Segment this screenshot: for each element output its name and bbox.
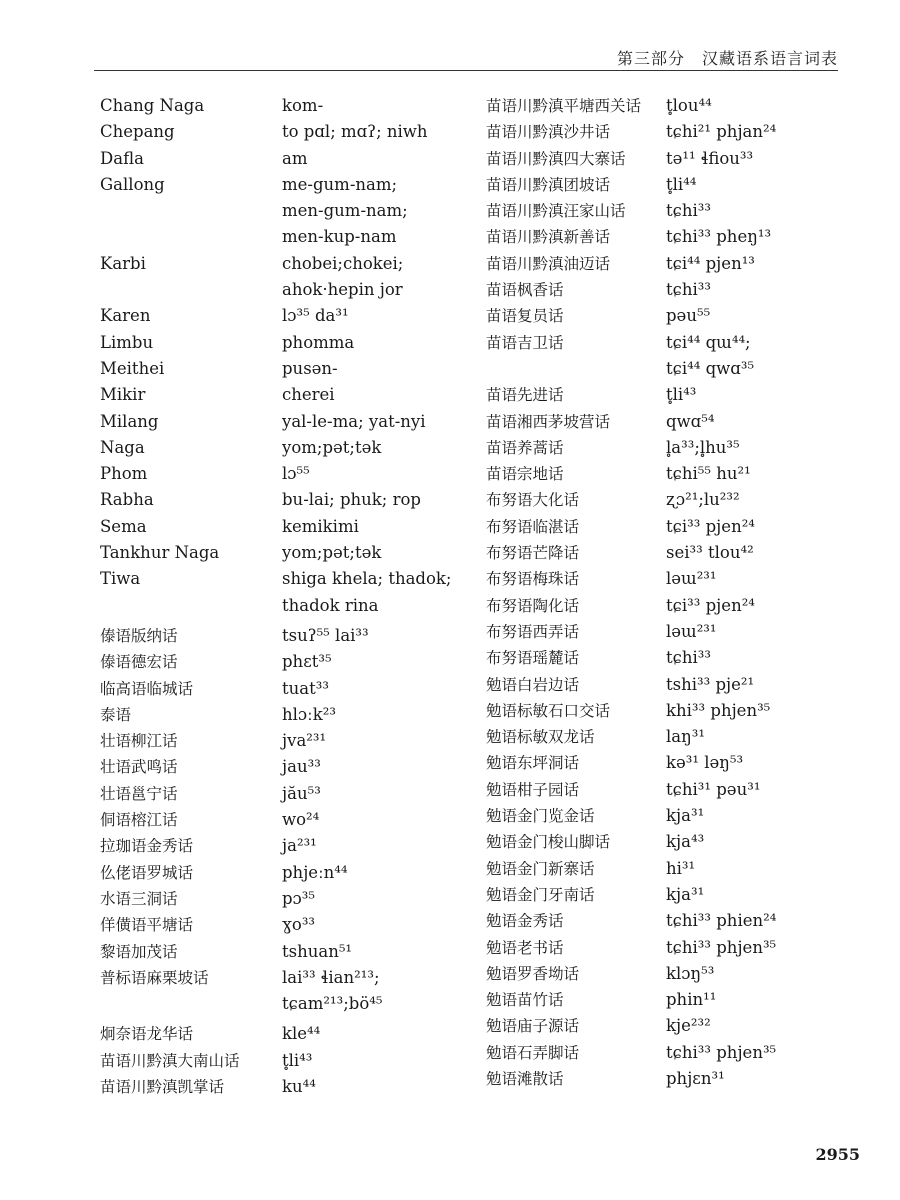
word-form: kja³¹	[666, 806, 705, 826]
word-form: klɔŋ⁵³	[666, 963, 715, 983]
word-form: ɣo³³	[282, 915, 316, 935]
entry-row	[100, 781, 470, 807]
page-number: 2955	[815, 1145, 860, 1164]
language-name: 临高语临城话	[100, 679, 194, 698]
entry-row	[100, 728, 470, 754]
language-name: 勉语滩散话	[486, 1069, 564, 1088]
word-form: ja²³¹	[282, 836, 317, 856]
word-form: men-kup-nam	[282, 227, 397, 247]
language-name: Karbi	[100, 253, 146, 273]
entry-row	[100, 754, 470, 780]
language-name: 普标语麻栗坡话	[100, 968, 209, 987]
entry-row	[486, 672, 876, 698]
language-name: 布努语瑶麓话	[486, 649, 580, 668]
language-name: 苗语川黔滇平塘西关话	[486, 97, 642, 115]
entry-row	[100, 593, 470, 619]
word-form: tuat³³	[282, 678, 329, 698]
left-column	[100, 93, 470, 1100]
language-name: 勉语东坪洞话	[486, 754, 580, 773]
language-name: 苗语宗地话	[486, 465, 564, 484]
entry-row	[100, 991, 470, 1017]
language-name	[100, 224, 282, 250]
language-name: 布努语陶化话	[486, 596, 580, 615]
word-form: tɕhi³³	[666, 280, 712, 300]
entry-row	[486, 356, 876, 382]
language-name: Tiwa	[100, 569, 141, 589]
word-form: tɕhi³³	[666, 201, 712, 221]
language-name: 仫佬语罗城话	[100, 863, 194, 882]
word-form: chobei;chokei;	[282, 253, 404, 273]
word-form: jau³³	[282, 757, 321, 777]
language-name	[486, 356, 666, 382]
entry-row	[100, 409, 470, 435]
language-name: Milang	[100, 411, 159, 431]
entry-row	[486, 803, 876, 829]
word-form: lɔ³⁵ da³¹	[282, 306, 349, 326]
language-name: 勉语金秀话	[486, 912, 564, 931]
entry-row	[486, 435, 876, 461]
word-form: tɕhi³³ phjen³⁵	[666, 1042, 777, 1062]
language-name: 苗语复员话	[486, 307, 564, 326]
entry-row	[486, 987, 876, 1013]
entry-row	[486, 566, 876, 592]
word-form: shiga khela; thadok;	[282, 569, 452, 589]
entry-row	[100, 251, 470, 277]
word-form: phjeːn⁴⁴	[282, 862, 348, 882]
entry-row	[486, 251, 876, 277]
entry-row	[486, 119, 876, 145]
entry-row	[100, 566, 470, 592]
language-name: 布努语西弄话	[486, 622, 580, 641]
word-form: tɕi³³ pjen²⁴	[666, 516, 755, 536]
entry-row	[486, 277, 876, 303]
entry-row	[486, 382, 876, 408]
entry-row	[100, 224, 470, 250]
entry-row	[100, 623, 470, 649]
word-form: t̥li⁴⁴	[666, 174, 697, 194]
word-form: phɛt³⁵	[282, 652, 332, 672]
word-form: yal-le-ma; yat-nyi	[282, 411, 426, 431]
language-name: Rabha	[100, 490, 154, 510]
language-name: 布努语大化话	[486, 491, 580, 510]
entry-row	[100, 119, 470, 145]
language-name: Sema	[100, 516, 147, 536]
word-form: hi³¹	[666, 858, 696, 878]
entry-row	[100, 649, 470, 675]
entry-row	[486, 461, 876, 487]
word-form: lai³³ ɬian²¹³;	[282, 967, 380, 987]
word-form: am	[282, 148, 308, 168]
entry-row	[486, 777, 876, 803]
entry-row	[486, 172, 876, 198]
language-name: 炯奈语龙华话	[100, 1025, 194, 1044]
entry-row	[100, 356, 470, 382]
language-name: Mikir	[100, 385, 146, 405]
language-name: 佯僙语平塘话	[100, 916, 194, 935]
entry-row	[100, 1074, 470, 1100]
language-name: Phom	[100, 464, 148, 484]
language-name: 苗语川黔滇四大寨话	[486, 149, 626, 168]
language-name: Meithei	[100, 358, 165, 378]
entry-row	[486, 1066, 876, 1092]
word-form: kje²³²	[666, 1016, 711, 1036]
entry-row	[100, 1021, 470, 1047]
entry-row	[486, 540, 876, 566]
language-name: 勉语老书话	[486, 938, 564, 957]
language-name	[100, 277, 282, 303]
language-name: 勉语白岩边话	[486, 675, 580, 694]
language-name: 勉语柑子园话	[486, 780, 580, 799]
entry-row	[100, 330, 470, 356]
word-form: tɕi⁴⁴ qɯ⁴⁴;	[666, 332, 751, 352]
language-name: Karen	[100, 306, 151, 326]
entry-row	[486, 1040, 876, 1066]
language-name: 苗语川黔滇凯掌话	[100, 1077, 225, 1096]
entry-row	[486, 750, 876, 776]
word-form: phin¹¹	[666, 990, 717, 1010]
word-form: khi³³ phjen³⁵	[666, 700, 771, 720]
word-form: tsuʔ⁵⁵ lai³³	[282, 625, 369, 645]
language-name: 苗语川黔滇油迈话	[486, 254, 611, 273]
word-form: jva²³¹	[282, 731, 327, 751]
entry-row	[486, 198, 876, 224]
language-name: 苗语川黔滇沙井话	[486, 123, 611, 142]
entry-row	[100, 886, 470, 912]
language-name: 水语三洞话	[100, 889, 178, 908]
word-form: me-gum-nam;	[282, 174, 398, 194]
word-form: yom;pət;tək	[282, 437, 382, 457]
language-name: Gallong	[100, 174, 165, 194]
word-form: ku⁴⁴	[282, 1076, 316, 1096]
language-name: 勉语金门牙南话	[486, 885, 595, 904]
language-name: 苗语先进话	[486, 386, 564, 405]
header-rule	[94, 70, 838, 71]
word-form: tɕam²¹³;bö⁴⁵	[282, 994, 383, 1014]
language-name: 苗语吉卫话	[486, 333, 564, 352]
entry-row	[486, 409, 876, 435]
language-name: 勉语标敏石口交话	[486, 701, 611, 720]
word-form: tɕhi³³	[666, 648, 712, 668]
running-header: 第三部分 汉藏语系语言词表	[616, 49, 838, 68]
entry-row	[486, 593, 876, 619]
language-name: 勉语罗香坳话	[486, 964, 580, 983]
language-name: 勉语苗竹话	[486, 991, 564, 1010]
language-name: 勉语庙子源话	[486, 1017, 580, 1036]
entry-row	[100, 912, 470, 938]
entry-row	[486, 908, 876, 934]
word-form: bu-lai; phuk; rop	[282, 490, 421, 510]
language-name: 勉语金门新寨话	[486, 859, 595, 878]
entry-row	[486, 961, 876, 987]
language-name: Dafla	[100, 148, 144, 168]
word-form: lɔ⁵⁵	[282, 464, 310, 484]
entry-row	[486, 330, 876, 356]
language-name: Chang Naga	[100, 96, 205, 115]
word-form: sei³³ tlou⁴²	[666, 543, 754, 563]
word-form: tɕhi³³ phien²⁴	[666, 911, 777, 931]
entry-row	[486, 698, 876, 724]
entry-row	[486, 93, 876, 119]
word-form: ahok·hepin jor	[282, 280, 403, 300]
word-form: laŋ³¹	[666, 727, 705, 747]
entry-row	[100, 939, 470, 965]
word-form: l̥a³³;l̥hu³⁵	[666, 437, 740, 457]
language-name: 侗语榕江话	[100, 811, 178, 830]
entry-row	[100, 303, 470, 329]
word-form: kle⁴⁴	[282, 1024, 321, 1044]
language-name: 勉语金门梭山脚话	[486, 833, 611, 852]
entry-row	[486, 935, 876, 961]
word-form: pɔ³⁵	[282, 888, 316, 908]
entry-row	[100, 172, 470, 198]
word-form: men-gum-nam;	[282, 201, 408, 221]
word-form: phjɛn³¹	[666, 1068, 725, 1088]
word-form: thadok rina	[282, 595, 379, 615]
language-name	[100, 991, 282, 1017]
language-name: 壮语邕宁话	[100, 784, 178, 803]
entry-row	[100, 833, 470, 859]
word-form: tɕhi³³ pheŋ¹³	[666, 227, 772, 247]
language-name: 苗语川黔滇新善话	[486, 228, 611, 247]
entry-row	[100, 860, 470, 886]
language-name: 苗语养蒿话	[486, 438, 564, 457]
word-form: tɕhi²¹ phjan²⁴	[666, 122, 777, 142]
language-name: 傣语版纳话	[100, 626, 178, 645]
word-form: qwɑ⁵⁴	[666, 411, 715, 431]
entry-row	[100, 198, 470, 224]
entry-row	[486, 619, 876, 645]
word-form: tɕi⁴⁴ qwɑ³⁵	[666, 358, 755, 378]
entry-row	[486, 303, 876, 329]
entry-row	[486, 224, 876, 250]
entry-row	[100, 435, 470, 461]
entry-row	[486, 829, 876, 855]
entry-row	[100, 382, 470, 408]
language-name: 勉语石弄脚话	[486, 1043, 580, 1062]
word-form: jău⁵³	[282, 783, 321, 803]
language-name: Naga	[100, 437, 145, 457]
entry-row	[486, 146, 876, 172]
language-name: Chepang	[100, 122, 175, 142]
language-name	[100, 593, 282, 619]
entry-row	[100, 514, 470, 540]
word-form: kə³¹ ləŋ⁵³	[666, 753, 744, 773]
word-form: tɕhi⁵⁵ hu²¹	[666, 464, 751, 484]
word-form: tshi³³ pje²¹	[666, 674, 755, 694]
language-name: 苗语川黔滇汪家山话	[486, 202, 626, 221]
word-form: tə¹¹ ɬfiou³³	[666, 148, 754, 168]
word-form: t̥lou⁴⁴	[666, 96, 712, 115]
language-name: 傣语德宏话	[100, 653, 178, 672]
word-form: tshuan⁵¹	[282, 941, 353, 961]
entry-row	[100, 146, 470, 172]
language-name: 壮语柳江话	[100, 732, 178, 751]
word-form: to pɑl; mɑʔ; niwh	[282, 122, 428, 142]
word-form: wo²⁴	[282, 810, 320, 830]
word-form: ləɯ²³¹	[666, 569, 717, 589]
language-name: 苗语湘西茅坡营话	[486, 412, 611, 431]
word-form: tɕi⁴⁴ pjen¹³	[666, 253, 755, 273]
word-form: cherei	[282, 385, 335, 405]
entry-row	[100, 676, 470, 702]
language-name: 黎语加茂话	[100, 942, 178, 961]
entry-row	[100, 965, 470, 991]
language-name: 拉珈语金秀话	[100, 837, 194, 856]
entry-row	[100, 702, 470, 728]
language-name: 布努语临湛话	[486, 517, 580, 536]
language-name: 勉语金门览金话	[486, 807, 595, 826]
language-name: 苗语川黔滇团坡话	[486, 175, 611, 194]
word-form: tɕhi³³ phjen³⁵	[666, 937, 777, 957]
word-form: yom;pət;tək	[282, 543, 382, 563]
right-column	[486, 93, 876, 1092]
word-form: ləɯ²³¹	[666, 621, 717, 641]
language-name: 勉语标敏双龙话	[486, 728, 595, 747]
word-form: kja⁴³	[666, 832, 705, 852]
entry-row	[100, 93, 470, 119]
word-form: pusən-	[282, 358, 338, 378]
language-name: 苗语枫香话	[486, 281, 564, 300]
language-name: 布努语梅珠话	[486, 570, 580, 589]
entry-row	[100, 807, 470, 833]
language-name: Tankhur Naga	[100, 543, 220, 563]
word-form: kemikimi	[282, 516, 359, 536]
entry-row	[100, 277, 470, 303]
word-form: pəu⁵⁵	[666, 306, 711, 326]
entry-row	[100, 540, 470, 566]
language-name: 泰语	[100, 705, 132, 724]
language-name	[100, 198, 282, 224]
word-form: tɕi³³ pjen²⁴	[666, 595, 755, 615]
word-form: kom-	[282, 96, 324, 115]
language-name: 布努语芒降话	[486, 544, 580, 563]
language-name: 苗语川黔滇大南山话	[100, 1051, 240, 1070]
entry-row	[486, 645, 876, 671]
word-form: kja³¹	[666, 884, 705, 904]
entry-row	[486, 514, 876, 540]
language-name: Limbu	[100, 332, 154, 352]
word-form: phomma	[282, 332, 355, 352]
entry-row	[486, 856, 876, 882]
entry-row	[486, 882, 876, 908]
entry-row	[486, 724, 876, 750]
entry-row	[100, 461, 470, 487]
word-form: t̥li⁴³	[282, 1050, 313, 1070]
entry-row	[100, 487, 470, 513]
word-form: ʐɔ²¹;lu²³²	[666, 490, 740, 510]
entry-row	[486, 1013, 876, 1039]
language-name: 壮语武鸣话	[100, 758, 178, 777]
word-form: hlɔːk²³	[282, 704, 336, 724]
entry-row	[486, 487, 876, 513]
word-form: t̥li⁴³	[666, 385, 697, 405]
entry-row	[100, 1048, 470, 1074]
word-form: tɕhi³¹ pəu³¹	[666, 779, 761, 799]
